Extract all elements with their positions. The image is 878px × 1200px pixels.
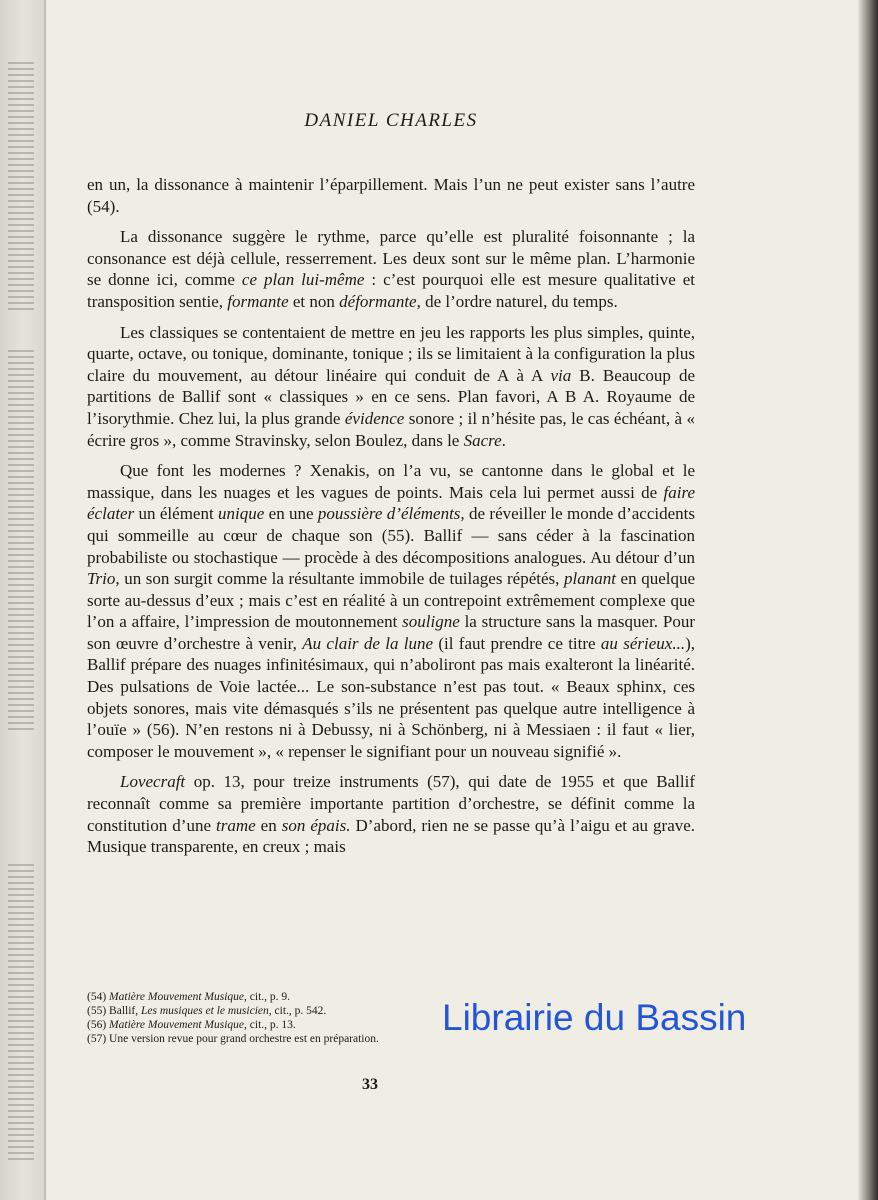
text-run: de réveiller le monde d’accidents qui sommeille au cœur de chaque son (55). Ballif — sans céder à la fascination probabiliste ou stochastique — procède à des décompositions analogues. Au détour d’un [87,504,695,567]
paragraph [87,460,695,762]
text-run: , un son surgit comme la résultante immobile de tuilages répétés, [115,569,565,589]
italic-run: trame [216,815,256,835]
italic-run: son épais. [281,815,351,835]
footnote-number: (57) [87,1033,110,1045]
text-run: . [501,430,506,450]
text-run: La dissonance suggère le rythme, parce qu’elle est pluralité foisonnante ; la consonance est déjà cellule, resserrement. Les deux sont sur le même plan. L’harmonie se donne ici, comme [87,227,695,290]
text-run: en une [264,504,318,524]
bleed-through-text [8,60,34,310]
italic-run: via [550,365,572,385]
running-head: DANIEL CHARLES [304,110,478,131]
left-gutter [0,0,46,1200]
text-run: B. Beaucoup de partitions de Ballif sont « classiques » en ce sens. Plan favori, A B A. Royaume de l’isorythmie. Chez lui, la plus grande [87,365,696,428]
italic-run: unique [218,504,265,524]
italic-run: Trio [87,569,116,589]
italic-run: Lovecraft [120,772,186,792]
text-run: la structure sans la masquer. Pour son œuvre d’orchestre à venir, [87,612,695,653]
text-run: en un, la dissonance à maintenir l’éparpillement. Mais l’un ne peut exister sans l’autre (54). [87,175,695,216]
page-number: 33 [362,1076,378,1093]
paragraph [87,174,695,217]
italic-run: Matière Mouvement Musique [109,1019,245,1031]
text-run: Les classiques se contentaient de mettre en jeu les rapports les plus simples, quinte, quarte, octave, ou tonique, dominante, tonique ; ils se limitaient à la configuration la plus claire du mouvement, au détour linéaire qui conduit de A à A [87,322,695,385]
italic-run: ce plan lui-même [241,270,365,290]
paragraph [87,322,695,452]
text-run: un élément [134,504,219,524]
italic-run: faire éclater [87,482,695,524]
italic-run: formante [227,291,289,311]
italic-run: poussière d’éléments, [317,504,465,524]
text-run: en quelque sorte au-dessus d’eux ; mais c’est en réalité à un contrepoint extrêmement complexe que l’on a affaire, l’impression de moutonnement [87,569,696,632]
text-run: : c’est pourquoi elle est mesure qualitative et transposition sentie, [87,270,695,311]
text-run: de l’ordre naturel, du temps. [420,291,618,311]
text-run: , cit., p. 13. [244,1019,296,1031]
italic-run: planant [564,569,616,589]
italic-run: au sérieux... [600,633,686,653]
text-run: , cit., p. 9. [244,991,291,1003]
italic-run: déformante, [339,291,421,311]
italic-run: Matière Mouvement Musique [109,991,245,1003]
paragraph [87,226,695,312]
text-run: Une version revue pour grand orchestre est en préparation. [109,1033,379,1045]
text-run: , cit., p. 542. [268,1005,327,1017]
italic-run: évidence [344,408,405,428]
text-run: (il faut prendre ce titre [433,633,601,653]
text-run: sonore ; il n’hésite pas, le cas échéant, à « écrire gros », comme Stravinsky, selon Boulez, dans le [87,408,695,450]
bleed-through-text [8,860,34,1160]
paragraph [87,771,695,857]
text-run: op. 13, pour treize instruments (57), qui date de 1955 et que Ballif reconnaît comme sa première importante partition d’orchestre, se définit comme la constitution d’une [87,772,695,835]
page-edge-shadow [858,0,878,1200]
text-run: et non [288,291,340,311]
italic-run: Au clair de la lune [302,633,434,653]
footnote-number: (56) [87,1019,110,1031]
text-run: Que font les modernes ? Xenakis, on l’a vu, se cantonne dans le global et le massique, dans les nuages et les vagues de points. Mais cela lui permet aussi de [87,461,695,502]
text-run: Ballif, [109,1005,141,1017]
footnote-number: (55) [87,1005,110,1017]
footnote-number: (54) [87,991,110,1003]
page-spine [44,0,46,1200]
watermark: Librairie du Bassin [442,997,747,1038]
italic-run: Les musiques et le musicien [141,1005,269,1017]
text-run: D’abord, rien ne se passe qu’à l’aigu et au grave. Musique transparente, en creux ; mais [87,815,696,857]
bleed-through-text [8,350,34,730]
text-run: en [255,815,282,835]
italic-run: Sacre [463,430,502,450]
italic-run: souligne [402,612,460,632]
text-run: ), Ballif prépare des nuages infinitésimaux, qui n’aboliront pas mais exalteront la linéarité. Des pulsations de Voie lactée... Le son-substance n’est pas tout. « Beaux sphinx, ces objets sonores, mais vite démasqués s’ils ne présentent pas quelque autre intelligence à l’ouïe » (56). N’en restons ni à Debussy, ni à Schönberg, ni à Messiaen : il faut « lier, composer le mouvement », « repenser le signifiant pour un nouveau signifié ». [87,633,695,761]
body-text [87,174,695,867]
